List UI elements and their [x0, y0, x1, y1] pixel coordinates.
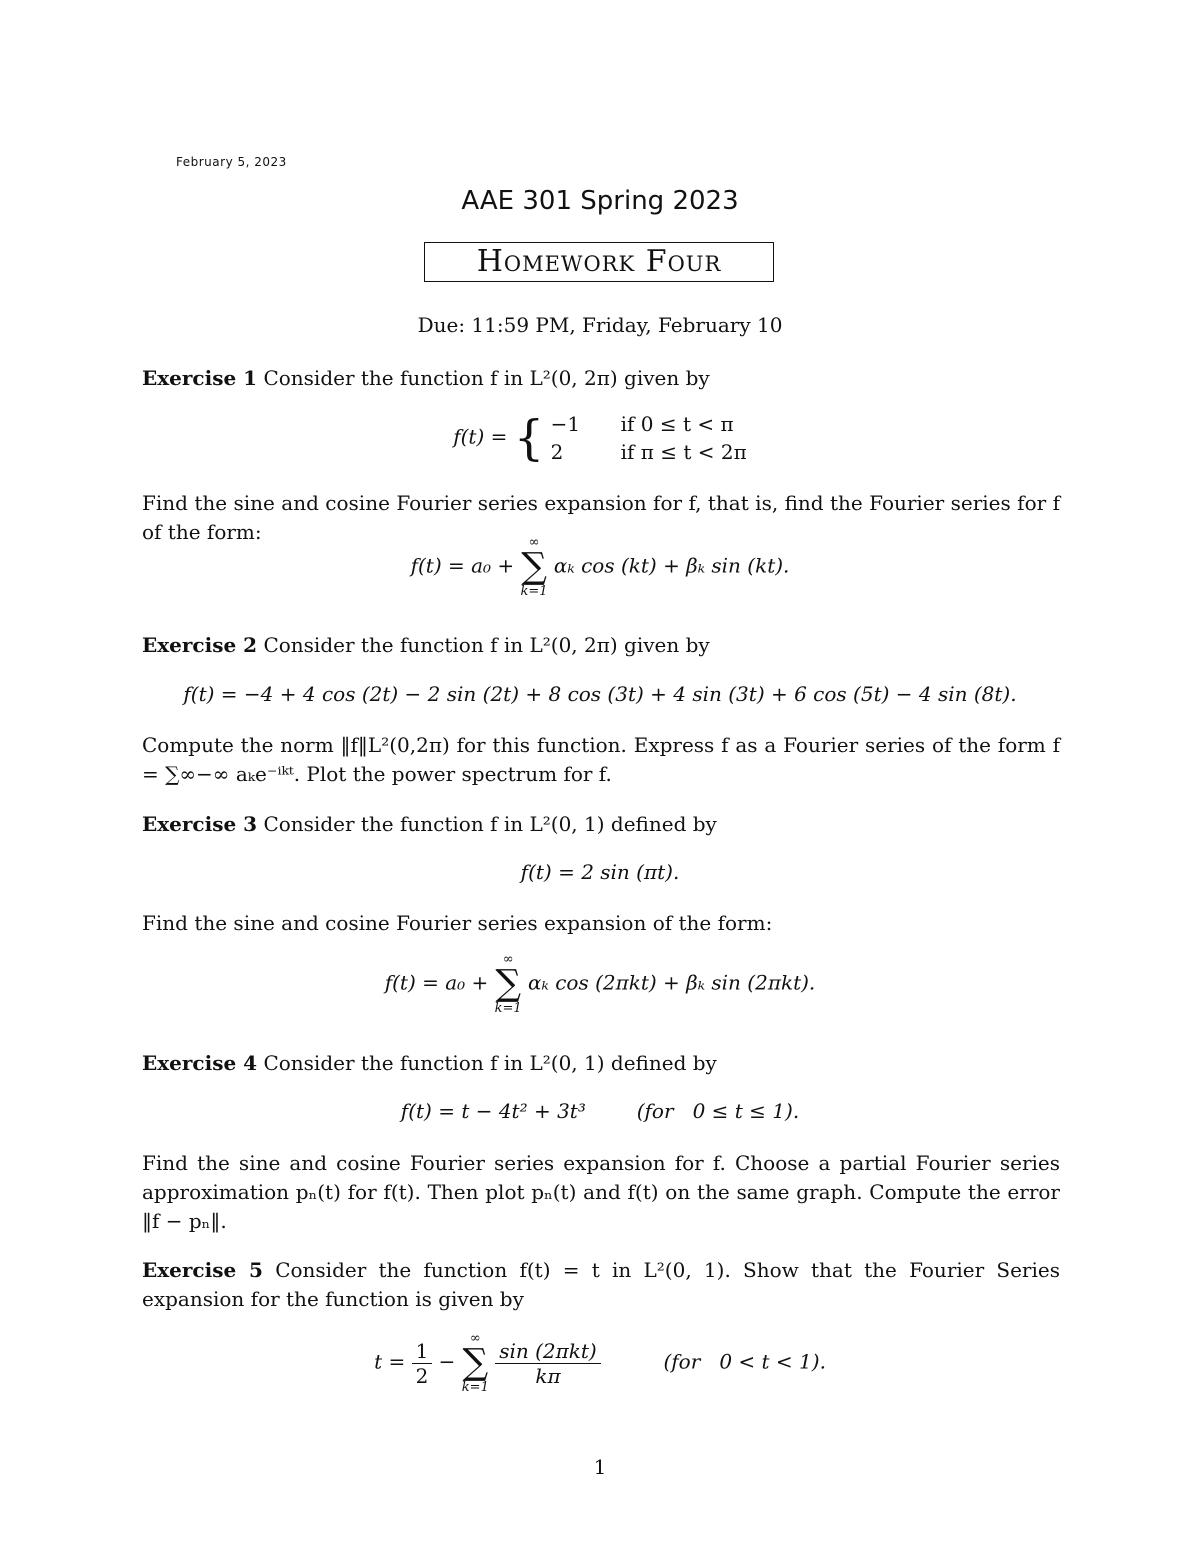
fraction-term: $\frac{\text{sin (2πkt)}}{k\pi}$ [495, 1339, 601, 1388]
exercise-2-equation: f(t) = −4 + 4 cos (2t) − 2 sin (2t) + 8 cos (3t) + 4 sin (3t) + 6 cos (5t) − 4 sin (8t). [183, 682, 1017, 706]
exercise-5-series: t = $\frac{1}{2}$ − ∞ ∑ k=1 $\frac{\text{sin (2πkt)}}{k\pi}$ (for 0 < t < 1). [374, 1331, 826, 1395]
piecewise-cases: −1 if 0 ≤ t < π 2 if π ≤ t < 2π [550, 412, 747, 464]
exercise-4-label: Exercise 4 [142, 1051, 258, 1075]
exercise-3-equation: f(t) = 2 sin (πt). [520, 860, 680, 884]
exercise-2-label: Exercise 2 [142, 633, 258, 657]
left-brace: { [513, 410, 545, 466]
homework-title: Homework Four [424, 242, 774, 282]
exercise-3-intro: Exercise 3 Consider the function f in L²(0, 1) defined by [142, 812, 717, 836]
summation-symbol: ∞ ∑ k=1 [520, 535, 548, 599]
summation-symbol: ∞ ∑ k=1 [461, 1331, 489, 1395]
exercise-1-text: Find the sine and cosine Fourier series expansion for f, that is, find the Fourier series for f of the form: [142, 491, 1060, 544]
exercise-3-label: Exercise 3 [142, 812, 258, 836]
exercise-1-label: Exercise 1 [142, 366, 258, 390]
exercise-5-intro: Exercise 5 Consider the function f(t) = t in L²(0, 1). Show that the Fourier Series expansion for the function is given by [142, 1258, 1060, 1311]
exercise-1-series: f(t) = a₀ + ∞ ∑ k=1 αₖ cos (kt) + βₖ sin (kt). [410, 535, 790, 599]
document-date: February 5, 2023 [176, 155, 287, 169]
exercise-2-intro: Exercise 2 Consider the function f in L²(0, 2π) given by [142, 633, 710, 657]
exercise-4-text: Find the sine and cosine Fourier series expansion for f. Choose a partial Fourier series approximation pₙ(t) for f(t). Then plot pₙ(t) and f(t) on the same graph. Compute the error ‖f − pₙ‖. [142, 1151, 1060, 1233]
exercise-5-label: Exercise 5 [142, 1258, 263, 1282]
page-number: 1 [593, 1455, 607, 1479]
exercise-1-piecewise: f(t) = { −1 if 0 ≤ t < π 2 if π ≤ t < 2π [453, 410, 747, 466]
exercise-3-series: f(t) = a₀ + ∞ ∑ k=1 αₖ cos (2πkt) + βₖ sin (2πkt). [384, 952, 816, 1016]
summation-symbol: ∞ ∑ k=1 [494, 952, 522, 1016]
exercise-4-equation: f(t) = t − 4t² + 3t³ (for 0 ≤ t ≤ 1). [400, 1099, 800, 1123]
exercise-3-text: Find the sine and cosine Fourier series expansion of the form: [142, 911, 773, 935]
course-title: AAE 301 Spring 2023 [461, 186, 739, 216]
fraction-half: $\frac{1}{2}$ [412, 1339, 433, 1388]
due-date: Due: 11:59 PM, Friday, February 10 [417, 313, 783, 337]
exercise-2-text: Compute the norm ‖f‖L²(0,2π) for this function. Express f as a Fourier series of the form f = ∑∞−∞ aₖe⁻ⁱᵏᵗ. Plot the power spectrum for f. [142, 733, 1060, 786]
exercise-4-intro: Exercise 4 Consider the function f in L²(0, 1) defined by [142, 1051, 717, 1075]
exercise-1-intro: Exercise 1 Consider the function f in L²(0, 2π) given by [142, 366, 710, 390]
